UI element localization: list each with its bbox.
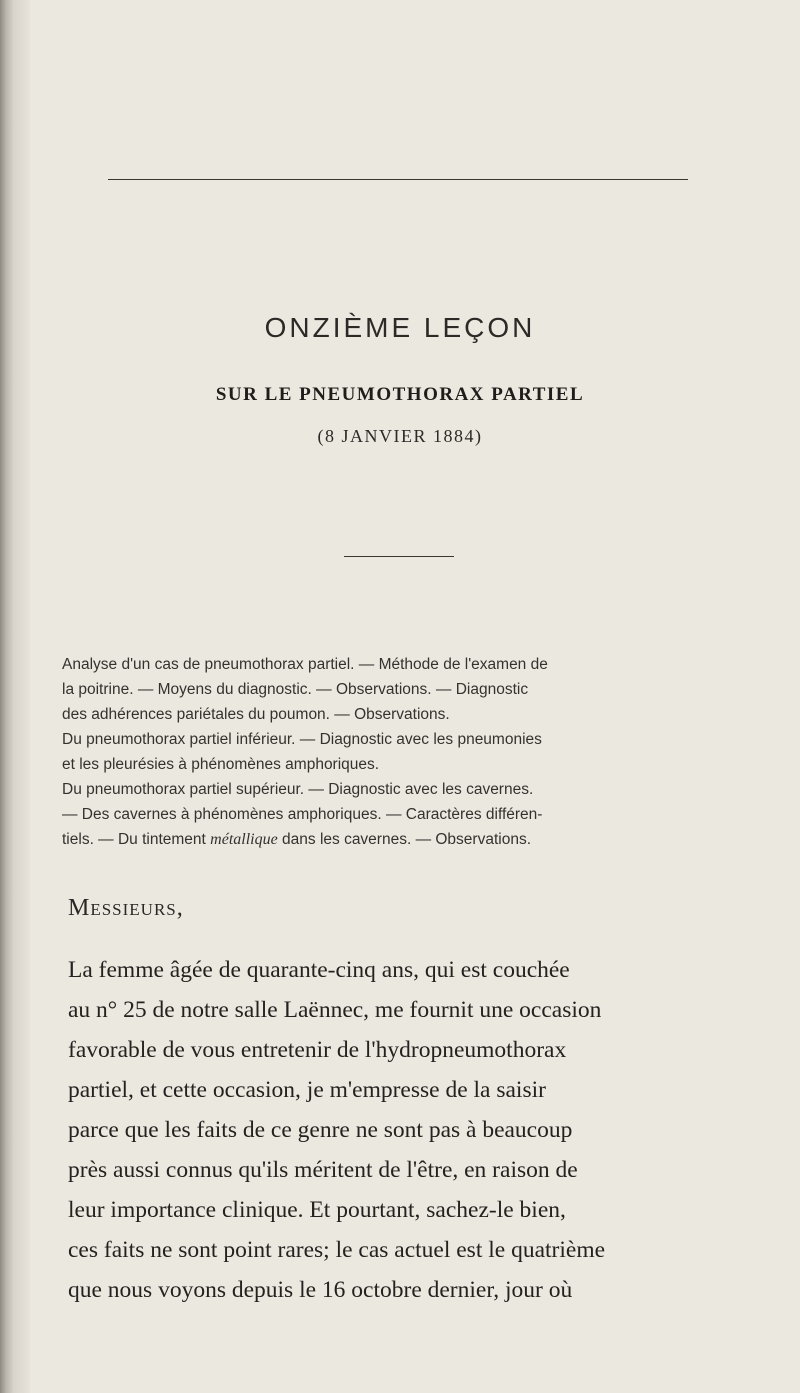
body-line: leur importance clinique. Et pourtant, sachez-le bien, bbox=[68, 1197, 566, 1223]
summary-line: et les pleurésies à phénomènes amphoriques. bbox=[62, 756, 380, 773]
body-paragraph bbox=[68, 950, 768, 1310]
summary-text: dans les cavernes. — Observations. bbox=[277, 831, 532, 848]
summary-line: Du pneumothorax partiel supérieur. — Diagnostic avec les cavernes. bbox=[62, 781, 534, 798]
salutation: Messieurs, bbox=[68, 895, 184, 921]
page-binding-edge bbox=[0, 0, 30, 1393]
body-line: favorable de vous entretenir de l'hydropneumothorax bbox=[68, 1037, 567, 1063]
body-line: La femme âgée de quarante-cinq ans, qui est couchée bbox=[68, 957, 570, 983]
summary-line-last bbox=[62, 827, 702, 852]
body-line: au n° 25 de notre salle Laënnec, me fournit une occasion bbox=[68, 997, 602, 1023]
body-line: partiel, et cette occasion, je m'empresse de la saisir bbox=[68, 1077, 546, 1103]
chapter-summary bbox=[62, 652, 702, 852]
lecon-title: ONZIÈME LEÇON bbox=[264, 312, 536, 343]
body-line: ces faits ne sont point rares; le cas actuel est le quatrième bbox=[68, 1237, 606, 1263]
top-rule bbox=[108, 179, 688, 180]
summary-line: la poitrine. — Moyens du diagnostic. — Observations. — Diagnostic bbox=[62, 681, 529, 698]
summary-line: — Des cavernes à phénomènes amphoriques. — Caractères différen- bbox=[62, 806, 543, 823]
lecon-date: (8 JANVIER 1884) bbox=[317, 426, 483, 446]
separator-rule bbox=[344, 556, 454, 557]
summary-line: Du pneumothorax partiel inférieur. — Diagnostic avec les pneumonies bbox=[62, 731, 542, 748]
lecon-subtitle: SUR LE PNEUMOTHORAX PARTIEL bbox=[215, 384, 585, 405]
summary-line: des adhérences pariétales du poumon. — Observations. bbox=[62, 706, 450, 723]
summary-text: tiels. — Du tintement bbox=[62, 831, 211, 848]
body-line: parce que les faits de ce genre ne sont pas à beaucoup bbox=[68, 1117, 573, 1143]
body-line: que nous voyons depuis le 16 octobre dernier, jour où bbox=[68, 1277, 573, 1303]
summary-line: Analyse d'un cas de pneumothorax partiel. — Méthode de l'examen de bbox=[62, 656, 548, 673]
body-line: près aussi connus qu'ils méritent de l'être, en raison de bbox=[68, 1157, 578, 1183]
summary-italic-word: métallique bbox=[210, 831, 278, 848]
